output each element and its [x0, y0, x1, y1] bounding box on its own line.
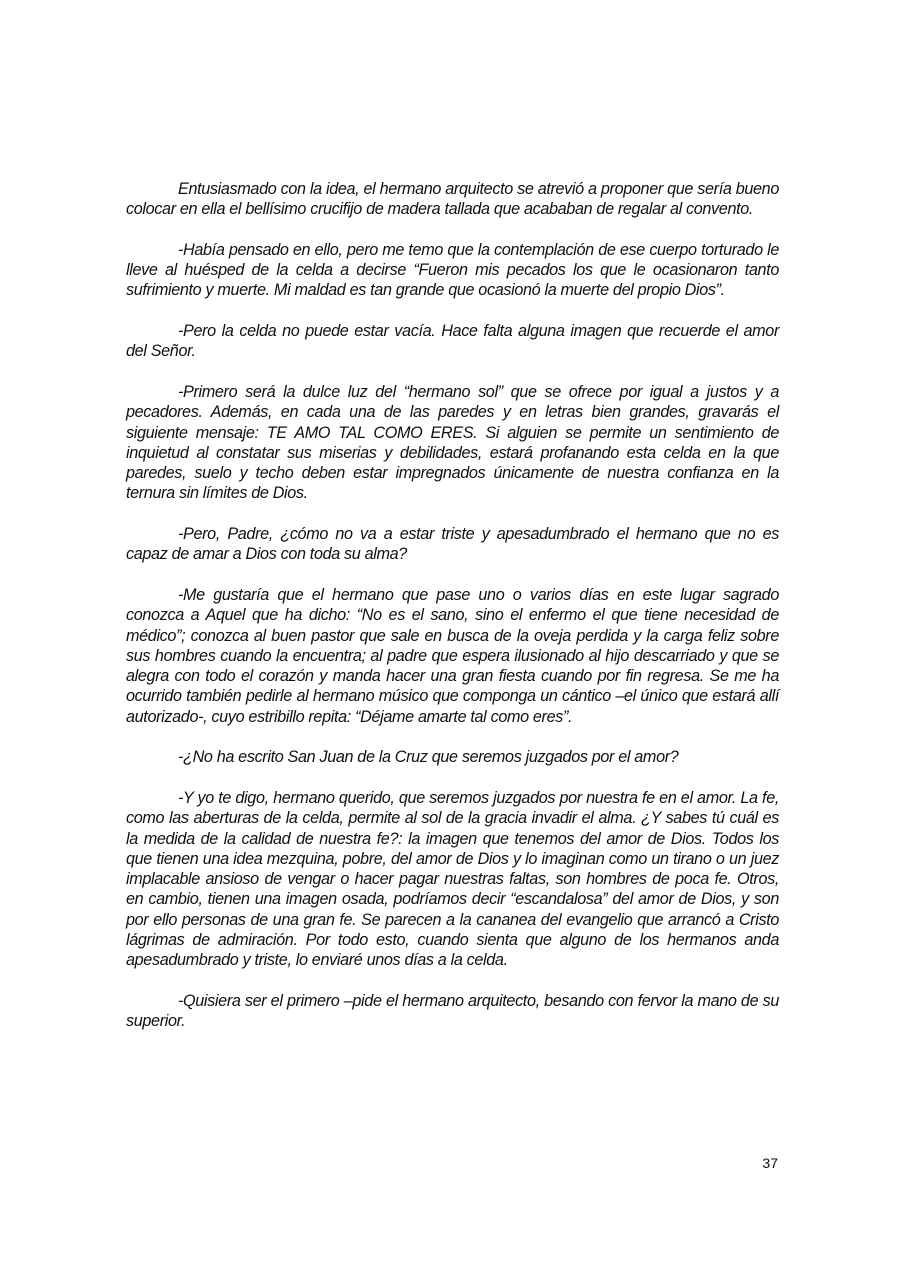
paragraph: -Y yo te digo, hermano querido, que seremos juzgados por nuestra fe en el amor. La fe, como las aberturas de la celda, permite al sol de la gracia invadir el alma. ¿Y sabes tú cuál es la medida de la calidad de nuestra fe?: la imagen que tenemos del amor de Dios. Todos los que tienen una idea mezquina, pobre, del amor de Dios y lo imaginan como un tirano o un juez implacable ansioso de vengar o hacer pagar nuestras faltas, son hombres de poca fe. Otros, en cambio, tienen una imagen osada, podríamos decir “escandalosa” del amor de Dios, y son por ello personas de una gran fe. Se parecen a la cananea del evangelio que arrancó a Cristo lágrimas de admiración. Por todo esto, cuando sienta que alguno de los hermanos anda apesadumbrado y triste, lo enviaré unos días a la celda.	[126, 788, 779, 970]
paragraph: -Pero la celda no puede estar vacía. Hace falta alguna imagen que recuerde el amor del Señor.	[126, 322, 779, 361]
paragraph: Entusiasmado con la idea, el hermano arquitecto se atrevió a proponer que sería bueno colocar en ella el bellísimo crucifijo de madera tallada que acababan de regalar al convento.	[126, 180, 779, 219]
paragraph: -¿No ha escrito San Juan de la Cruz que seremos juzgados por el amor?	[178, 748, 679, 767]
paragraph: -Había pensado en ello, pero me temo que la contemplación de ese cuerpo torturado le lleve al huésped de la celda a decirse “Fueron mis pecados los que le ocasionaron tanto sufrimiento y muerte. Mi maldad es tan grande que ocasionó la muerte del propio Dios”.	[126, 240, 779, 300]
paragraph: -Me gustaría que el hermano que pase uno o varios días en este lugar sagrado conozca a Aquel que ha dicho: “No es el sano, sino el enfermo el que tiene necesidad de médico”; conozca al buen pastor que sale en busca de la oveja perdida y la carga feliz sobre sus hombres cuando la encuentra; al padre que espera ilusionado al hijo descarriado y que se alegra con todo el corazón y manda hacer una gran fiesta cuando por fin regresa. Se me ha ocurrido también pedirle al hermano músico que componga un cántico –el único que estará allí autorizado-, cuyo estribillo repita: “Déjame amarte tal como eres”.	[126, 585, 779, 726]
page-number: 37	[762, 1155, 778, 1171]
paragraph: -Pero, Padre, ¿cómo no va a estar triste y apesadumbrado el hermano que no es capaz de amar a Dios con toda su alma?	[126, 525, 779, 564]
paragraph: -Primero será la dulce luz del “hermano sol” que se ofrece por igual a justos y a pecadores. Además, en cada una de las paredes y en letras bien grandes, gravarás el siguiente mensaje: TE AMO TAL COMO ERES. Si alguien se permite un sentimiento de inquietud al constatar sus miserias y debilidades, estará profanando esta celda en la que paredes, suelo y techo deben estar impregnados únicamente de nuestra confianza en la ternura sin límites de Dios.	[126, 382, 779, 503]
paragraph: -Quisiera ser el primero –pide el hermano arquitecto, besando con fervor la mano de su superior.	[126, 991, 779, 1031]
document-body	[126, 179, 779, 1052]
